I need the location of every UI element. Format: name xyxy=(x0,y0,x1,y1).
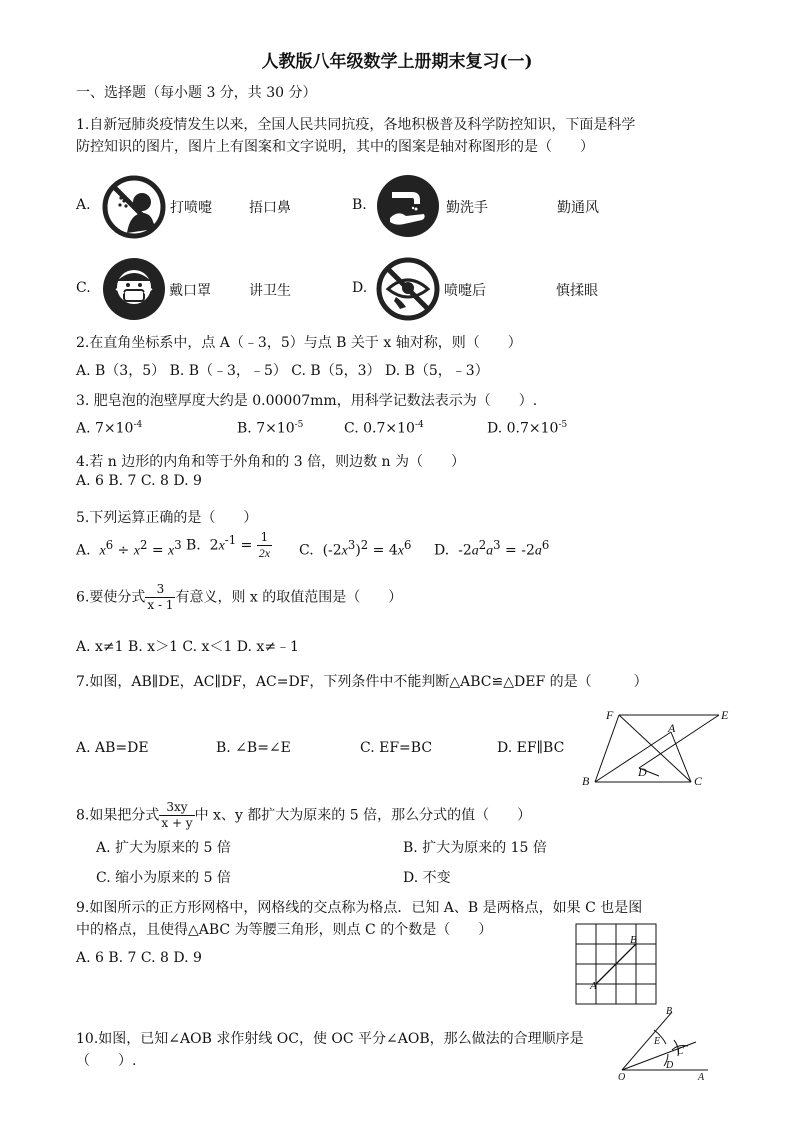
q5-option-d: D. $-2a^2a^3 = -2a^6$ xyxy=(434,538,550,559)
q7-label-e: E xyxy=(721,708,729,722)
q1-stem-line1: 1.自新冠肺炎疫情发生以来，全国人民共同抗疫，各地积极普及科学防控知识，下面是科学 xyxy=(76,117,636,133)
q4-stem: 4.若 n 边形的内角和等于外角和的 3 倍，则边数 n 为（ ） xyxy=(76,454,465,470)
q7-label-f: F xyxy=(606,708,614,722)
q9-stem-line2: 中的格点，且使得△ABC 为等腰三角形，则点 C 的个数是（ ） xyxy=(76,922,493,938)
q10-label-c: C xyxy=(677,1046,684,1057)
q7-label-d: D xyxy=(638,765,647,779)
section-heading: 一、选择题（每小题 3 分，共 30 分） xyxy=(76,85,317,101)
q5-option-b: B. $2x^{-1}$ = $\frac{1}{2x}$ xyxy=(186,530,271,560)
q7-label-c: C xyxy=(694,774,703,788)
q1-option-b-text1: 勤洗手 xyxy=(446,200,488,216)
q7-option-d: D. EF∥BC xyxy=(497,740,565,756)
q3-stem: 3. 肥皂泡的泡壁厚度大约是 0.00007mm，用科学记数法表示为（ ）. xyxy=(76,393,538,409)
q7-parallelogram-figure xyxy=(578,702,738,794)
sneeze-icon xyxy=(102,175,166,239)
q1-option-d-label: D. xyxy=(352,280,368,296)
q6-options: A. x≠1 B. x＞1 C. x＜1 D. x≠﹣1 xyxy=(76,639,299,655)
q9-grid-figure xyxy=(572,921,660,1007)
q8-option-b: B. 扩大为原来的 15 倍 xyxy=(403,840,547,856)
q10-label-e: E xyxy=(654,1036,661,1047)
q7-option-b: B. ∠B=∠E xyxy=(216,740,291,756)
q1-stem-line2: 防控知识的图片，图片上有图案和文字说明，其中的图案是轴对称图形的是（ ） xyxy=(76,139,594,155)
q10-stem-line1: 10.如图，已知∠AOB 求作射线 OC，使 OC 平分∠AOB，那么做法的合理顺序是 xyxy=(76,1031,584,1047)
q1-option-b-text2: 勤通风 xyxy=(557,200,599,216)
q1-option-d-text2: 慎揉眼 xyxy=(556,283,598,299)
q1-option-b-label: B. xyxy=(352,197,367,213)
q9-stem-line1: 9.如图所示的正方形网格中，网格线的交点称为格点．已知 A、B 是两格点，如果 C 也是图 xyxy=(76,900,643,916)
q2-stem: 2.在直角坐标系中，点 A（﹣3，5）与点 B 关于 x 轴对称，则（ ） xyxy=(76,335,522,351)
q5-option-c: C. $(-2x^3)^2 = 4x^6$ xyxy=(299,538,412,559)
q1-option-c-label: C. xyxy=(76,280,91,296)
q8-stem: 8.如果把分式 $\frac{3xy}{x + y}$ 中 x、y 都扩大为原来的 5 倍，那么分式的值（ ） xyxy=(76,800,532,830)
q10-angle-bisector-figure xyxy=(614,1006,724,1086)
q9-label-a: A xyxy=(590,980,597,992)
q10-label-d: D xyxy=(666,1060,674,1071)
page-title: 人教版八年级数学上册期末复习(一) xyxy=(261,52,533,72)
q8-option-a: A. 扩大为原来的 5 倍 xyxy=(96,840,231,856)
q1-option-c-text1: 戴口罩 xyxy=(169,283,211,299)
q7-label-b: B xyxy=(582,774,590,788)
q8-option-c: C. 缩小为原来的 5 倍 xyxy=(96,870,231,886)
q9-options: A. 6 B. 7 C. 8 D. 9 xyxy=(76,950,202,966)
q9-label-b: B xyxy=(630,934,637,946)
q5-option-a: A. $x^6 \div x^2 = x^3$ xyxy=(76,538,182,559)
q4-options: A. 6 B. 7 C. 8 D. 9 xyxy=(76,473,202,489)
mask-icon xyxy=(102,257,166,321)
hand-wash-icon xyxy=(376,174,440,238)
q3-option-a: A. $7\times 10^{-4}$ xyxy=(76,420,143,437)
q1-option-d-text1: 喷嚏后 xyxy=(444,283,486,299)
q10-label-a: A xyxy=(698,1072,705,1083)
q8-option-d: D. 不变 xyxy=(403,870,451,886)
q10-label-o: O xyxy=(618,1072,626,1083)
q10-label-b: B xyxy=(666,1006,673,1017)
q7-label-a: A xyxy=(668,721,676,735)
q7-option-a: A. AB=DE xyxy=(76,740,149,756)
q1-option-a-text2: 捂口鼻 xyxy=(249,200,291,216)
eye-rub-icon xyxy=(376,257,440,321)
q7-option-c: C. EF=BC xyxy=(360,740,433,756)
q1-option-a-text1: 打喷嚏 xyxy=(170,200,212,216)
q3-option-c: C. $0.7\times 10^{-4}$ xyxy=(344,420,424,437)
q6-stem: 6.要使分式 $\frac{3}{x - 1}$ 有意义，则 x 的取值范围是（ ） xyxy=(76,582,403,612)
q10-stem-line2: （ ）. xyxy=(76,1053,137,1069)
q2-options: A. B（3，5） B. B（﹣3，﹣5） C. B（5，3） D. B（5，﹣3） xyxy=(76,363,489,379)
q3-option-d: D. $0.7\times 10^{-5}$ xyxy=(487,420,568,437)
q1-option-a-label: A. xyxy=(76,197,91,213)
q1-option-c-text2: 讲卫生 xyxy=(249,283,291,299)
q7-stem: 7.如图，AB∥DE，AC∥DF，AC=DF，下列条件中不能判断△ABC≌△DEF 的是（ ） xyxy=(76,674,648,690)
q5-stem: 5.下列运算正确的是（ ） xyxy=(76,510,258,526)
q3-option-b: B. $7\times 10^{-5}$ xyxy=(237,420,304,437)
